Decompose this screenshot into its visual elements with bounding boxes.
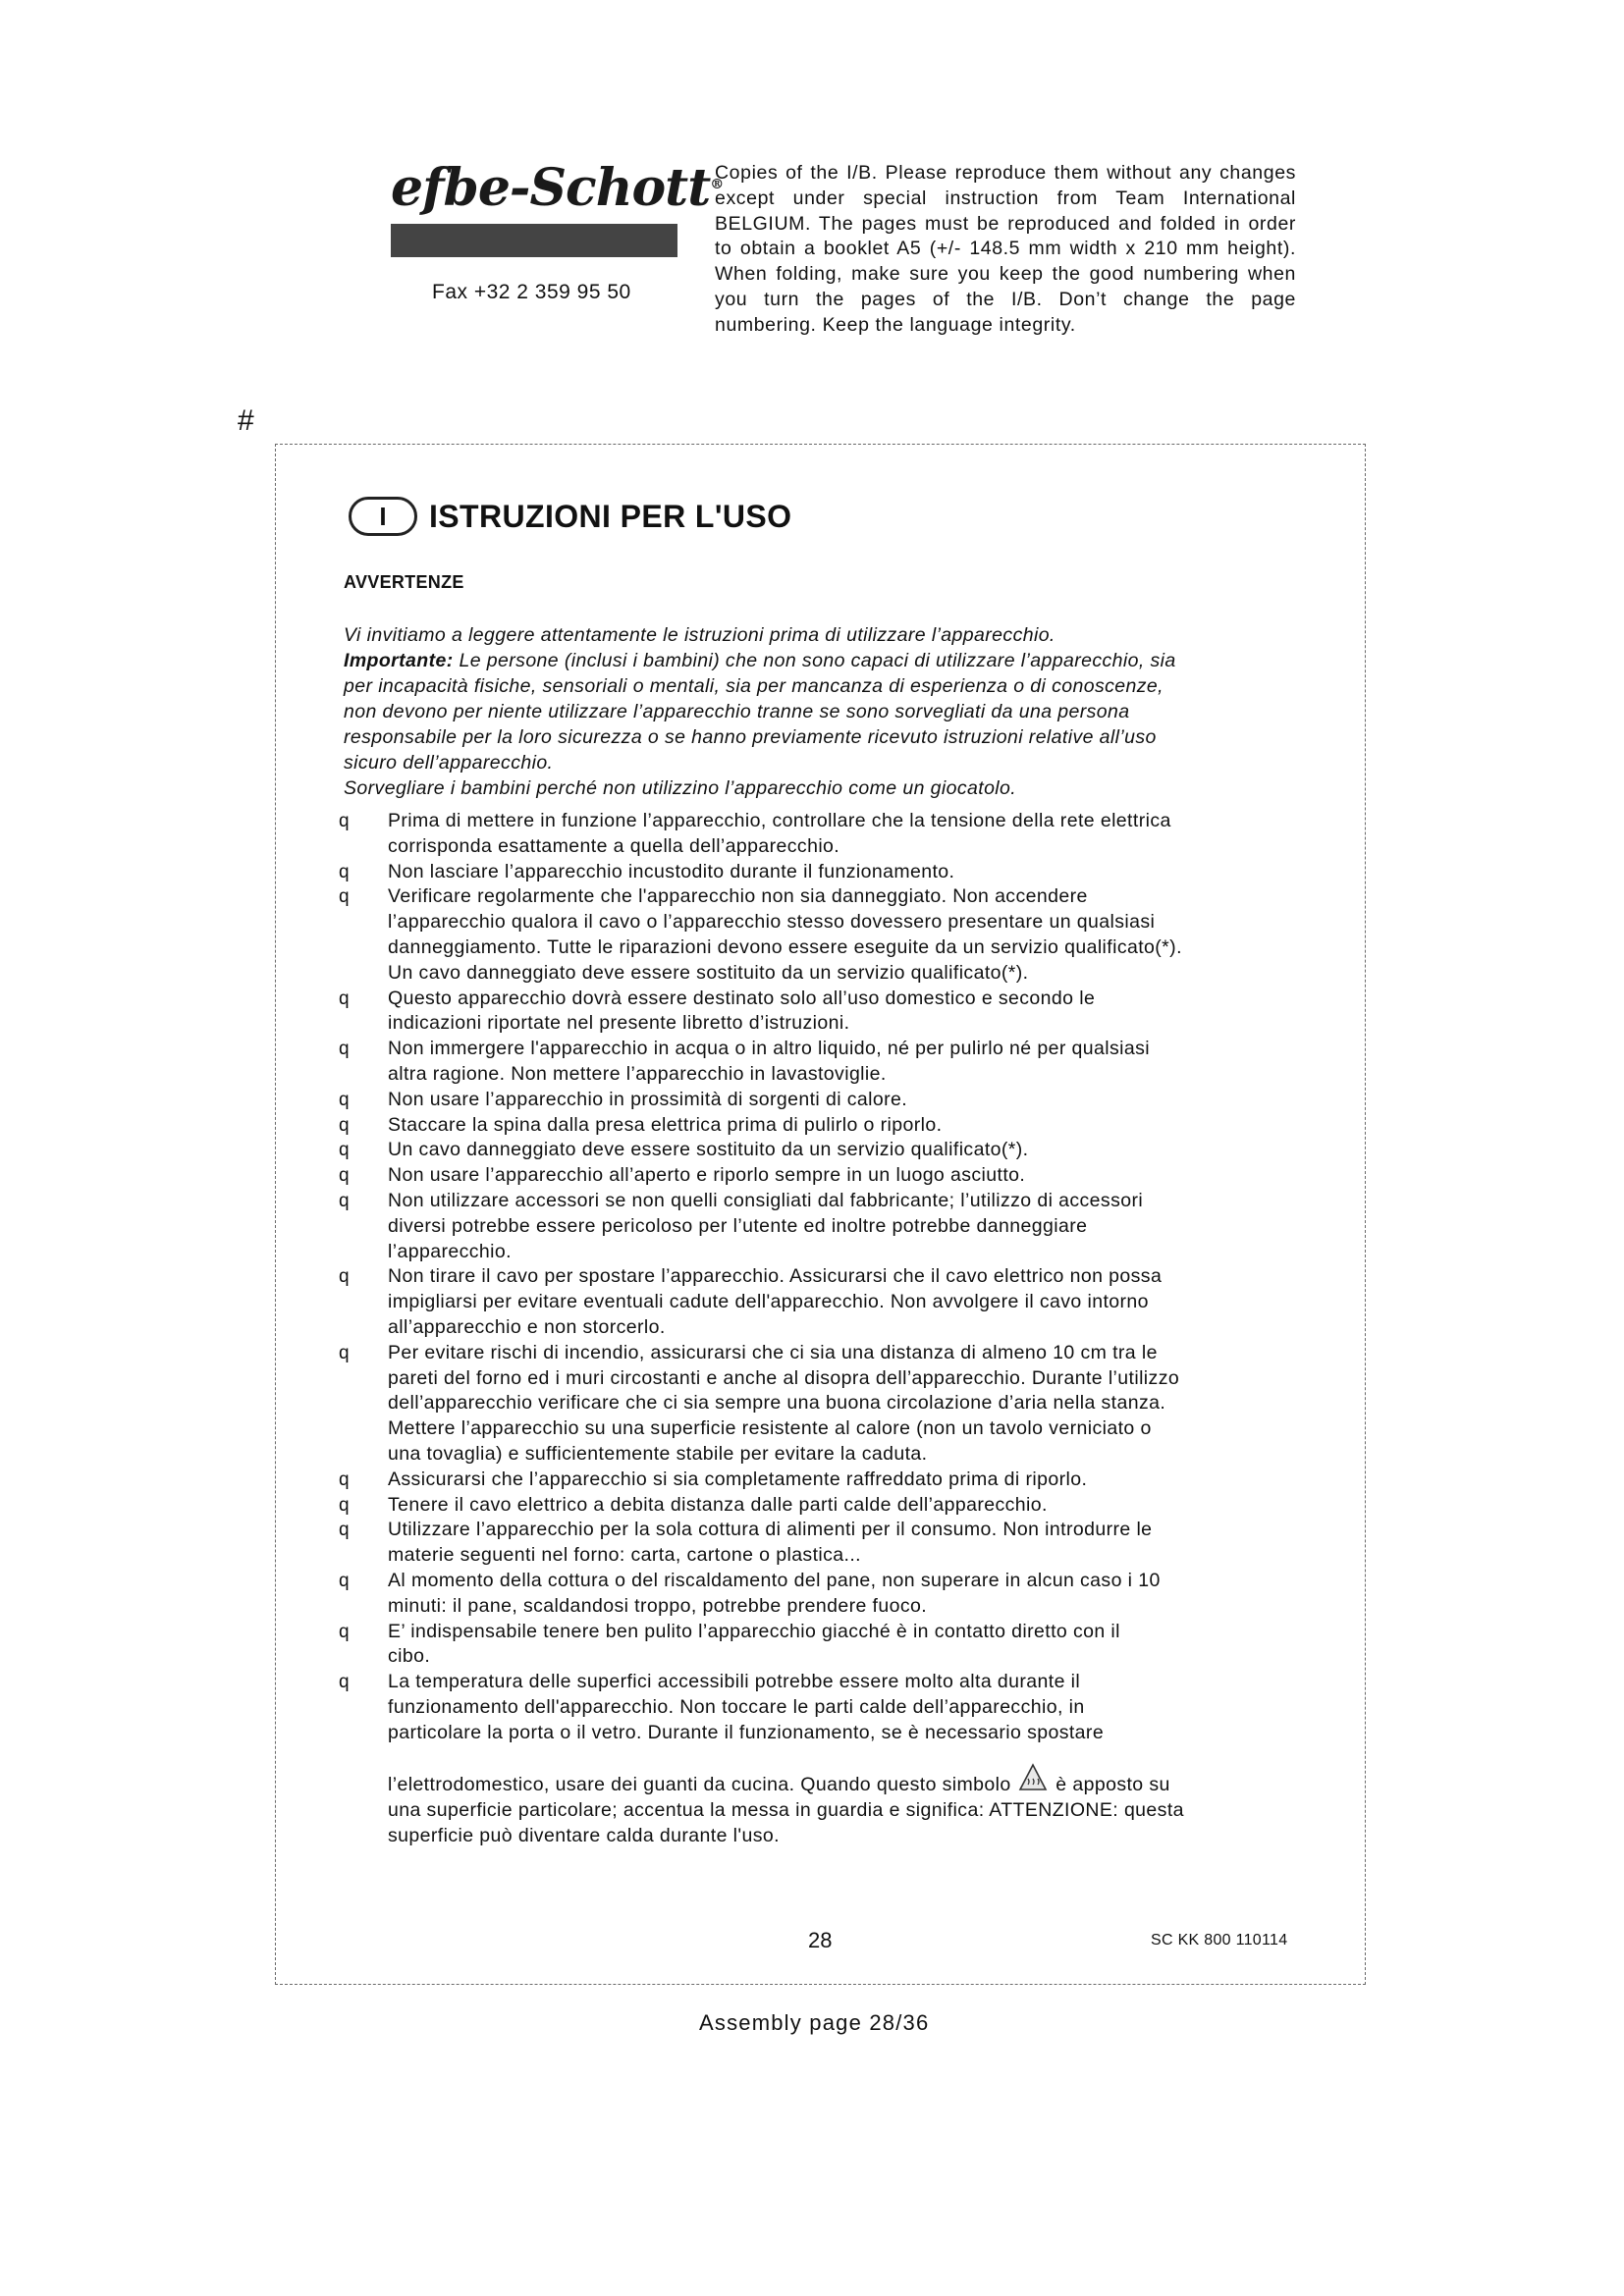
bullet: q [339,1342,350,1363]
list-item [339,1620,1321,1671]
list-item-text: Staccare la spina dalla presa elettrica prima di pulirlo o riporlo. [388,1113,943,1136]
document-code: SC KK 800 110114 [1151,1932,1288,1949]
bullet: q [339,1520,350,1541]
bullet: q [339,1114,350,1136]
important-line: responsabile per la loro sicurezza o se hanno previamente ricevuto istruzioni relative all’uso [344,726,1157,748]
list-item-text: Non tirare il cavo per spostare l’apparecchio. Assicurarsi che il cavo elettrico non possa impigliarsi per evitare eventuali cadute dell'apparecchio. Non avvolgere il cavo intorno all’apparecchio e non storcerlo. [388,1265,1163,1338]
bullet: q [339,1672,350,1693]
important-line: Importante: Le persone (inclusi i bambini) che non sono capaci di utilizzare l’apparecchio, sia [344,650,1176,671]
page-number: 28 [808,1928,833,1952]
list-item [339,1138,1321,1163]
list-item [339,1113,1321,1139]
list-item [339,1670,1321,1849]
supervise-line: Sorvegliare i bambini perché non utilizzino l’apparecchio come un giocatolo. [344,777,1017,799]
important-line: sicuro dell’apparecchio. [344,752,554,774]
bullet: q [339,1468,350,1490]
intro-line: Vi invitiamo a leggere attentamente le istruzioni prima di utilizzare l’apparecchio. [344,624,1056,646]
language-badge: I [349,497,417,536]
bullet: q [339,1570,350,1591]
logo-wordmark: efbe-Schott® [391,158,724,218]
hot-surface-warning-icon [1018,1763,1048,1792]
bullet: q [339,1621,350,1642]
list-item-text: Non usare l’apparecchio all’aperto e riporlo sempre in un luogo asciutto. [388,1164,1026,1187]
last-item-continued: l’elettrodomestico, usare dei guanti da cucina. Quando questo simbolo è apposto su una superficie particolare; accentua la messa in guardia e significa: ATTENZIONE: questa superficie può diventare calda durante l'uso. [388,1763,1321,1848]
bullet: q [339,1190,350,1211]
bullet: q [339,1165,350,1187]
copy-instructions: Copies of the I/B. Please reproduce them without any changes except under special instruction from Team International BELGIUM. The pages must be reproduced and folded in order to obtain a booklet A5 (+/- 148.5 mm width x 210 mm height). When folding, make sure you keep the good numbering when you turn the pages of the I/B. Don’t change the page numbering. Keep the language integrity. [715,162,1296,336]
bullet: q [339,988,350,1009]
important-line: per incapacità fisiche, sensoriali o mentali, sia per mancanza di esperienza o di conoscenze, [344,675,1164,697]
list-item-text: Verificare regolarmente che l'apparecchio non sia danneggiato. Non accendere l’apparecchio qualora il cavo o l’apparecchio stesso dovessero presentare un qualsiasi danneggiamento. Tutte le riparazioni devono essere eseguite da un servizio qualificato(*). Un cavo danneggiato deve essere sostituito da un servizio qualificato(*). [388,885,1182,984]
list-item [339,884,1321,986]
list-item [339,987,1321,1038]
list-item-text: Utilizzare l’apparecchio per la sola cottura di alimenti per il consumo. Non introdurre le materie seguenti nel forno: carta, cartone o plastica... [388,1519,1153,1567]
bullet: q [339,861,350,882]
list-item-text: Prima di mettere in funzione l’apparecchio, controllare che la tensione della rete elettrica corrisponda esattamente a quella dell’apparecchio. [388,810,1171,857]
list-item [339,809,1321,860]
bullet: q [339,811,350,831]
bullet: q [339,1140,350,1161]
list-item-text: Tenere il cavo elettrico a debita distanza dalle parti calde dell’apparecchio. [388,1493,1048,1516]
list-item [339,1468,1321,1493]
warnings-title: AVVERTENZE [344,572,464,592]
list-item [339,1264,1321,1340]
list-item-text: Questo apparecchio dovrà essere destinato solo all’uso domestico e secondo le indicazioni riportate nel presente libretto d’istruzioni. [388,987,1096,1035]
list-item-text: Non lasciare l’apparecchio incustodito durante il funzionamento. [388,860,955,882]
list-item [339,1493,1321,1519]
registered-mark: ® [710,177,724,192]
list-item [339,1189,1321,1264]
bullet: q [339,886,350,908]
list-item-text: Non utilizzare accessori se non quelli consigliati dal fabbricante; l’utilizzo di accessori diversi potrebbe essere pericoloso per l’utente ed inoltre potrebbe danneggiare l’apparecchio. [388,1189,1144,1262]
list-item-text [388,1670,1321,1849]
intro-text [344,622,1302,801]
page-title: ISTRUZIONI PER L'USO [429,498,792,534]
list-item [339,1037,1321,1088]
list-item-text: Al momento della cottura o del riscaldamento del pane, non superare in alcun caso i 10 minuti: il pane, scaldandosi troppo, potrebbe prendere fuoco. [388,1569,1161,1617]
list-item [339,1569,1321,1620]
fax-number: Fax +32 2 359 95 50 [432,281,631,303]
logo-bar [391,224,677,257]
important-line: non devono per niente utilizzare l’apparecchio tranne se sono sorvegliati da una persona [344,701,1130,722]
assembly-page-label: Assembly page 28/36 [699,2010,930,2035]
bullet: q [339,1039,350,1060]
bullet: q [339,1266,350,1288]
list-item [339,1088,1321,1113]
list-item-text: Non usare l’apparecchio in prossimità di sorgenti di calore. [388,1088,908,1110]
list-item-text: Un cavo danneggiato deve essere sostituito da un servizio qualificato(*). [388,1139,1029,1161]
list-item [339,1518,1321,1569]
list-item-text: E’ indispensabile tenere ben pulito l’apparecchio giacché è in contatto diretto con il cibo. [388,1620,1120,1668]
section-heading [349,495,791,538]
brand-logo [391,158,724,257]
important-label: Importante: [344,650,454,671]
list-item-text: Per evitare rischi di incendio, assicurarsi che ci sia una distanza di almeno 10 cm tra le pareti del forno ed i muri circostanti e anche al disopra dell’apparecchio. Durante l’utilizzo dell’apparecchio verificare che ci sia sempre una buona circolazione d’aria nella stanza. Mettere l’apparecchio su una superficie resistente al calore (non un tavolo verniciato o una tovaglia) e sufficientemente stabile per evitare la caduta. [388,1341,1180,1465]
list-item-text: Assicurarsi che l’apparecchio si sia completamente raffreddato prima di riporlo. [388,1468,1088,1490]
warnings-list [339,809,1321,1849]
list-item-text: Non immergere l'apparecchio in acqua o in altro liquido, né per pulirlo né per qualsiasi altra ragione. Non mettere l’apparecchio in lavastoviglie. [388,1038,1151,1085]
list-item [339,860,1321,885]
hash-mark: # [238,404,254,437]
bullet: q [339,1494,350,1516]
list-item [339,1163,1321,1189]
last-item-part1: La temperatura delle superfici accessibili potrebbe essere molto alta durante il funzionamento dell'apparecchio. Non toccare le parti calde dell’apparecchio, in particolare la porta o il vetro. Durante il funzionamento, se è necessario spostare [388,1671,1105,1743]
bullet: q [339,1089,350,1110]
list-item [339,1341,1321,1468]
